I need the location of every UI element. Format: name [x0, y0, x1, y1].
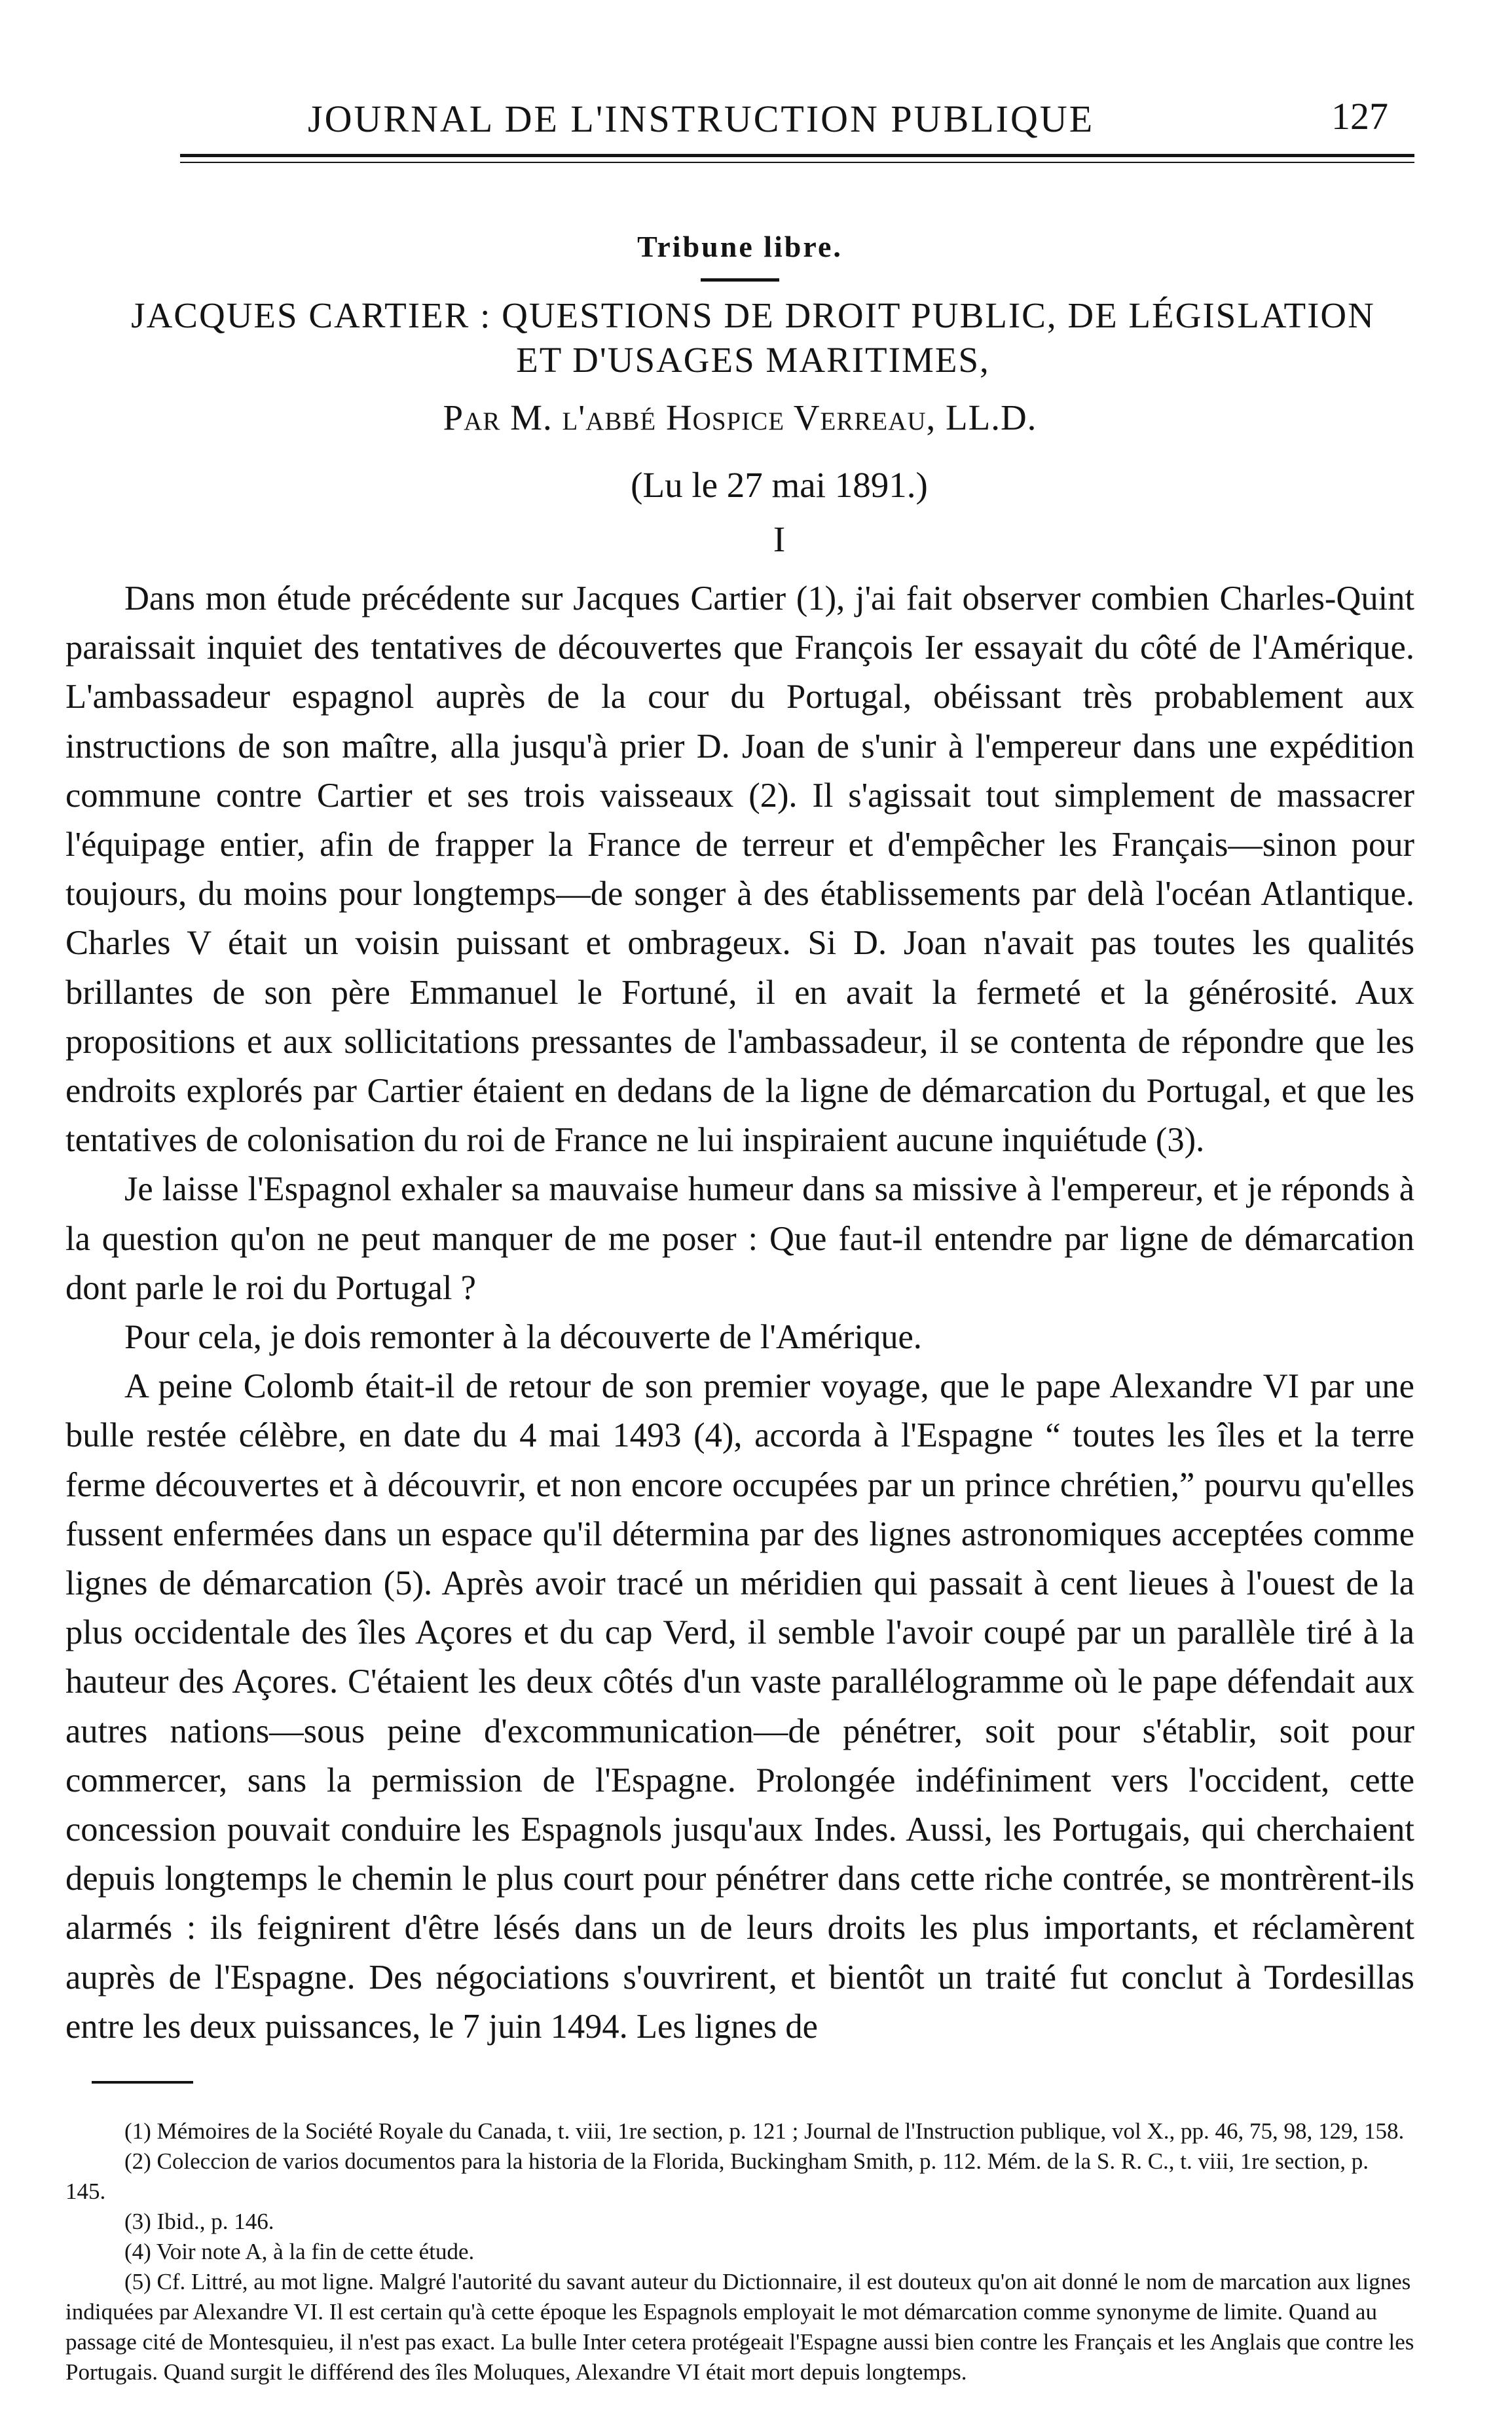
footnote: (5) Cf. Littré, au mot ligne. Malgré l'autorité du savant auteur du Dictionnaire, il est douteux qu'on ait donné le nom de marcation aux lignes indiquées par Alexandre VI. Il est certain qu'à cette époque les Espagnols employait le mot démarcation comme synonyme de limite. Quand au passage cité de Montesquieu, il n'est pas exact. La bulle Inter cetera protégeait l'Espagne aussi bien contre les Français et les Anglais que contre les Portugais. Quand surgit le différend des îles Moluques, Alexandre VI était mort depuis longtemps. [65, 2269, 1414, 2385]
footnote: (4) Voir note A, à la fin de cette étude. [124, 2239, 475, 2265]
author-byline [65, 397, 1414, 438]
paragraph: Je laisse l'Espagnol exhaler sa mauvaise humeur dans sa missive à l'empereur, et je réponds à la question qu'on ne peut manquer de me poser : Que faut-il entendre par ligne de démarcation dont parle le roi du Portugal ? [65, 1170, 1414, 1307]
footnotes [65, 2116, 1414, 2387]
title-divider [701, 278, 779, 282]
author-byline-text: Par M. l'abbé Hospice Verreau, LL.D. [443, 397, 1037, 437]
article-title [65, 293, 1414, 382]
running-head [65, 72, 1414, 144]
article-title-line-1: JACQUES CARTIER : QUESTIONS DE DROIT PUBLIC, DE LÉGISLATION [131, 295, 1375, 335]
journal-page [65, 72, 1414, 2387]
paragraph: A peine Colomb était-il de retour de son premier voyage, que le pape Alexandre VI par une bulle restée célèbre, en date du 4 mai 1493 (4), accorda à l'Espagne “ toutes les îles et la terre ferme découvertes et à découvrir, et non encore occupées par un prince chrétien,” pourvu qu'elles fussent enfermées dans un espace qu'il détermina par des lignes astronomiques acceptées comme lignes de démarcation (5). Après avoir tracé un méridien qui passait à cent lieues à l'ouest de la plus occidentale des îles Açores et du cap Verd, il semble l'avoir coupé par un parallèle tiré à la hauteur des Açores. C'étaient les deux côtés d'un vaste parallélogramme où le pape défendait aux autres nations—sous peine d'excommunication—de pénétrer, soit pour s'établir, soit pour commercer, sans la permission de l'Espagne. Prolongée indéfiniment vers l'occident, cette concession pouvait conduire les Espagnols jusqu'aux Indes. Aussi, les Portugais, qui cherchaient depuis longtemps le chemin le plus court pour pénétrer dans cette riche contrée, se montrèrent-ils alarmés : ils feignirent d'être lésés dans un de leurs droits les plus importants, et réclamèrent auprès de l'Espagne. Des négociations s'ouvrirent, et bientôt un traité fut conclut à Tordesillas entre les deux puissances, le 7 juin 1494. Les lignes de [65, 1367, 1414, 2046]
paragraph: Pour cela, je dois remonter à la découverte de l'Amérique. [124, 1318, 922, 1357]
header-rule-thick [180, 154, 1414, 157]
journal-title: JOURNAL DE L'INSTRUCTION PUBLIQUE [308, 98, 1095, 140]
section-label: Tribune libre. [637, 230, 843, 263]
paragraph: Dans mon étude précédente sur Jacques Cartier (1), j'ai fait observer combien Charles-Quint paraissait inquiet des tentatives de découvertes que François Ier essayait du côté de l'Amérique. L'ambassadeur espagnol auprès de la cour du Portugal, obéissant très probablement aux instructions de son maître, alla jusqu'à prier D. Joan de s'unir à l'empereur dans une expédition commune contre Cartier et ses trois vaisseaux (2). Il s'agissait tout simplement de massacrer l'équipage entier, afin de frapper la France de terreur et d'empêcher les Français—sinon pour toujours, du moins pour longtemps—de songer à des établissements par delà l'océan Atlantique. Charles V était un voisin puissant et ombrageux. Si D. Joan n'avait pas toutes les qualités brillantes de son père Emmanuel le Fortuné, il en avait la fermeté et la générosité. Aux propositions et aux sollicitations pressantes de l'ambassadeur, il se contenta de répondre que les endroits explorés par Cartier étaient en dedans de la ligne de démarcation du Portugal, et que les tentatives de colonisation du roi de France ne lui inspiraient aucune inquiétude (3). [65, 580, 1414, 1160]
article-title-line-2: ET D'USAGES MARITIMES, [516, 340, 990, 380]
article-body [65, 574, 1414, 2052]
header-rule-thin [180, 162, 1414, 163]
footnote: (2) Coleccion de varios documentos para la historia de la Florida, Buckingham Smith, p. 112. Mém. de la S. R. C., t. viii, 1re section, p. 145. [65, 2148, 1369, 2205]
footnote: (1) Mémoires de la Société Royale du Canada, t. viii, 1re section, p. 121 ; Journal de l'Instruction publique, vol X., pp. 46, 75, 98, 129, 158. [124, 2118, 1405, 2144]
footnote: (3) Ibid., p. 146. [124, 2209, 274, 2235]
page-number: 127 [1331, 95, 1388, 138]
read-date: (Lu le 27 mai 1891.) [631, 465, 928, 505]
footnote-divider [92, 2081, 193, 2084]
section-number: I [773, 519, 786, 559]
